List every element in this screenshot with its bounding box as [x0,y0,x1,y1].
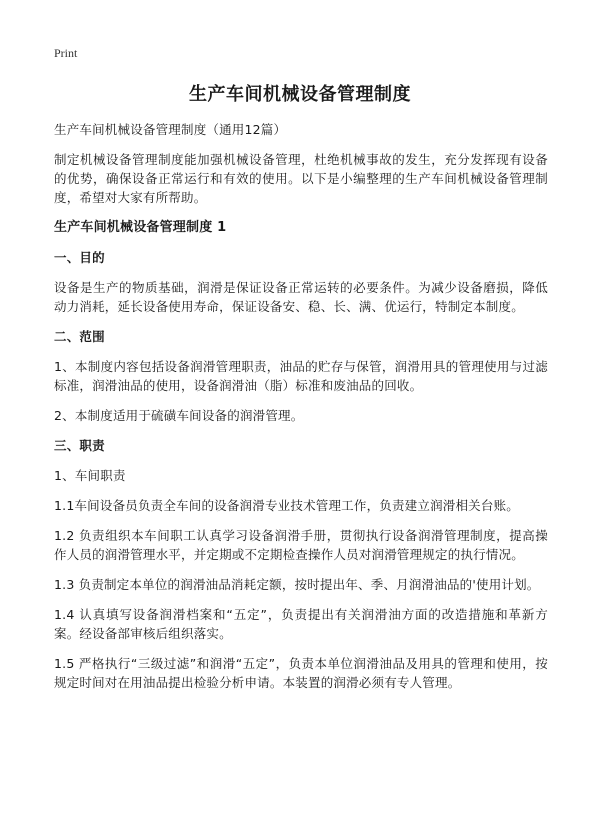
paragraph: 1.4 认真填写设备润滑档案和“五定”，负责提出有关润滑油方面的改造措施和革新方案。经设备部审核后组织落实。 [54,607,548,641]
paragraph: 1、本制度内容包括设备润滑管理职责，油品的贮存与保管，润滑用具的管理使用与过滤标准，润滑油品的使用，设备润滑油（脂）标准和废油品的回收。 [54,359,548,393]
section-heading: 二、范围 [54,329,105,344]
document-body [54,120,548,703]
paragraph: 2、本制度适用于硫磺车间设备的润滑管理。 [54,408,304,423]
paragraph: 1.3 负责制定本单位的润滑油品消耗定额，按时提出年、季、月润滑油品的'使用计划。 [54,577,540,592]
paragraph: 1.5 严格执行“三级过滤”和润滑“五定”，负责本单位润滑油品及用具的管理和使用，按规定时间对在用油品提出检验分析申请。本装置的润滑必须有专人管理。 [54,656,548,690]
print-label: Print [54,46,78,60]
paragraph: 制定机械设备管理制度能加强机械设备管理，杜绝机械事故的发生，充分发挥现有设备的优势，确保设备正常运行和有效的使用。以下是小编整理的生产车间机械设备管理制度，希望对大家有所帮助。 [54,152,548,205]
paragraph: 设备是生产的物质基础，润滑是保证设备正常运转的必要条件。为减少设备磨损，降低动力消耗，延长设备使用寿命，保证设备安、稳、长、满、优运行，特制定本制度。 [54,280,548,314]
paragraph: 1.1车间设备员负责全车间的设备润滑专业技术管理工作，负责建立润滑相关台账。 [54,498,519,513]
section-heading: 三、职责 [54,438,105,453]
paragraph: 1、车间职责 [54,468,126,483]
section-heading: 一、目的 [54,250,105,265]
document-title: 生产车间机械设备管理制度 [189,84,411,105]
paragraph: 生产车间机械设备管理制度（通用12篇） [54,122,287,137]
paragraph: 1.2 负责组织本车间职工认真学习设备润滑手册，贯彻执行设备润滑管理制度，提高操作人员的润滑管理水平，并定期或不定期检查操作人员对润滑管理规定的执行情况。 [54,528,548,562]
document-subtitle: 生产车间机械设备管理制度 1 [54,220,227,235]
